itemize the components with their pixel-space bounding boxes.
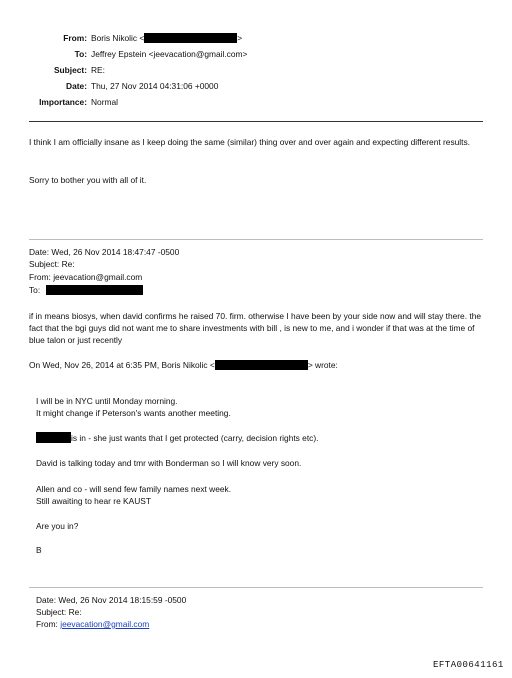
quoted-line-6: Still awaiting to hear re KAUST bbox=[36, 496, 151, 506]
reply1-to-row bbox=[29, 285, 143, 295]
redaction-box bbox=[215, 360, 308, 370]
reply2-from-row bbox=[36, 619, 149, 629]
reply1-to-label: To: bbox=[29, 285, 41, 295]
from-label: From: bbox=[63, 33, 87, 43]
subject-value: RE: bbox=[91, 65, 105, 75]
body-paragraph-1: I think I am officially insane as I keep doing the same (similar) thing over and over again and expecting different results. bbox=[29, 137, 471, 147]
header-subject-row bbox=[0, 65, 105, 75]
reply2-subject: Subject: Re: bbox=[36, 607, 82, 617]
reply1-subject: Subject: Re: bbox=[29, 259, 75, 269]
quote-intro-row bbox=[29, 360, 338, 370]
quoted-line-3-row bbox=[36, 432, 318, 443]
quote-intro-tail: > wrote: bbox=[307, 360, 338, 370]
quoted-line-3: is in - she just wants that I get protected (carry, decision rights etc). bbox=[71, 432, 319, 443]
header-date-row bbox=[0, 81, 218, 91]
quote-intro: On Wed, Nov 26, 2014 at 6:35 PM, Boris Nikolic < bbox=[29, 360, 215, 370]
body-paragraph-2: Sorry to bother you with all of it. bbox=[29, 175, 147, 185]
quoted-line-2: It might change if Peterson's wants another meeting. bbox=[36, 408, 231, 418]
quoted-line-7: Are you in? bbox=[36, 521, 79, 531]
date-label: Date: bbox=[66, 81, 87, 91]
reply2-divider bbox=[29, 587, 483, 588]
importance-value: Normal bbox=[91, 97, 118, 107]
header-importance-row bbox=[0, 97, 118, 107]
redaction-box bbox=[36, 432, 71, 443]
from-tail: > bbox=[237, 33, 243, 43]
header-from-row bbox=[0, 33, 242, 43]
reply1-date: Date: Wed, 26 Nov 2014 18:47:47 -0500 bbox=[29, 247, 180, 257]
reply1-text: if in means biosys, when david confirms he raised 70. firm. otherwise I have been by your side now and will stay there. the fact that the bgi guys did not want me to share investments with bill , is new to me, and i wonder if that was at the time of blue talon or just recently bbox=[29, 311, 482, 345]
importance-label: Importance: bbox=[39, 97, 87, 107]
header-divider bbox=[29, 121, 483, 122]
quoted-line-5: Allen and co - will send few family names next week. bbox=[36, 484, 232, 494]
header-to-row bbox=[0, 49, 247, 59]
reply2-from-link[interactable]: jeevacation@gmail.com bbox=[60, 619, 150, 629]
reply1-divider bbox=[29, 239, 483, 240]
to-label: To: bbox=[74, 49, 87, 59]
redaction-box bbox=[46, 285, 143, 295]
from-value: Boris Nikolic < bbox=[91, 33, 145, 43]
date-value: Thu, 27 Nov 2014 04:31:06 +0000 bbox=[91, 81, 219, 91]
reply2-from-label: From: bbox=[36, 619, 61, 629]
quoted-signature: B bbox=[36, 545, 42, 555]
quoted-line-4: David is talking today and tmr with Bonderman so I will know very soon. bbox=[36, 458, 302, 468]
quoted-line-1: I will be in NYC until Monday morning. bbox=[36, 396, 178, 406]
redaction-box bbox=[144, 33, 237, 43]
reply2-date: Date: Wed, 26 Nov 2014 18:15:59 -0500 bbox=[36, 595, 187, 605]
subject-label: Subject: bbox=[53, 65, 87, 75]
reply1-from: From: jeevacation@gmail.com bbox=[29, 272, 143, 282]
document-id: EFTA00641161 bbox=[433, 660, 504, 670]
to-value: Jeffrey Epstein <jeevacation@gmail.com> bbox=[91, 49, 248, 59]
